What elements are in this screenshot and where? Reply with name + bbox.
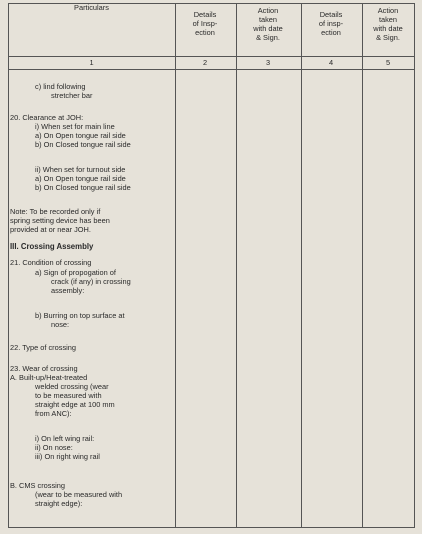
header-details-of-inspection-2: Details of insp- ection	[318, 10, 344, 37]
item-23a-nose: ii) On nose:	[35, 443, 73, 452]
item-23b-line3: straight edge):	[35, 499, 83, 508]
note-line1: Note: To be recorded only if	[10, 207, 101, 216]
item-21-heading: 21. Condition of crossing	[10, 258, 92, 267]
item-23-heading: 23. Wear of crossing	[10, 364, 78, 373]
column-number-1: 1	[89, 58, 94, 67]
section-crossing-assembly: III. Crossing Assembly	[10, 242, 94, 251]
header-action-taken-2: Action taken with date & Sign.	[373, 6, 403, 42]
item-21b-line2: nose:	[51, 320, 70, 329]
header-details-of-inspection-1: Details of Insp- ection	[192, 10, 218, 37]
item-c-line1: c) lind following	[35, 82, 86, 91]
item-20-main-open: a) On Open tongue rail side	[35, 131, 126, 140]
item-23a-left-wing: i) On left wing rail:	[35, 434, 95, 443]
column-number-3: 3	[265, 58, 271, 67]
header-particulars: Particulars	[74, 3, 109, 12]
item-23b-line2: (wear to be measured with	[35, 490, 123, 499]
header-divider	[9, 56, 414, 57]
column-number-2: 2	[202, 58, 208, 67]
column-divider	[362, 4, 363, 527]
item-23a-line4: straight edge at 100 mm	[35, 400, 115, 409]
item-21a-line3: assembly:	[51, 286, 85, 295]
number-row-divider	[9, 69, 414, 70]
item-23b-line1: B. CMS crossing	[10, 481, 66, 490]
item-20-main-closed: b) On Closed tongue rail side	[35, 140, 131, 149]
item-20-main-line: i) When set for main line	[35, 122, 115, 131]
item-21b-line1: b) Burring on top surface at	[35, 311, 125, 320]
item-23a-line5: from ANC):	[35, 409, 72, 418]
column-divider	[236, 4, 237, 527]
item-20-turnout-open: a) On Open tongue rail side	[35, 174, 126, 183]
item-21a-line2: crack (if any) in crossing	[51, 277, 131, 286]
item-c-line2: stretcher bar	[51, 91, 93, 100]
column-number-5: 5	[385, 58, 391, 67]
column-divider	[301, 4, 302, 527]
item-23a-line3: to be measured with	[35, 391, 102, 400]
item-20-turnout-closed: b) On Closed tongue rail side	[35, 183, 131, 192]
column-number-4: 4	[328, 58, 334, 67]
column-divider	[175, 4, 176, 527]
header-action-taken-1: Action taken with date & Sign.	[253, 6, 283, 42]
item-23a-right-wing: iii) On right wing rail	[35, 452, 100, 461]
item-22: 22. Type of crossing	[10, 343, 77, 352]
item-21a-line1: a) Sign of propogation of	[35, 268, 116, 277]
item-23a-line1: A. Built-up/Heat-treated	[10, 373, 88, 382]
note-line3: provided at or near JOH.	[10, 225, 91, 234]
item-20-heading: 20. Clearance at JOH:	[10, 113, 84, 122]
item-20-turnout: ii) When set for turnout side	[35, 165, 126, 174]
item-23a-line2: welded crossing (wear	[35, 382, 109, 391]
note-line2: spring setting device has been	[10, 216, 110, 225]
